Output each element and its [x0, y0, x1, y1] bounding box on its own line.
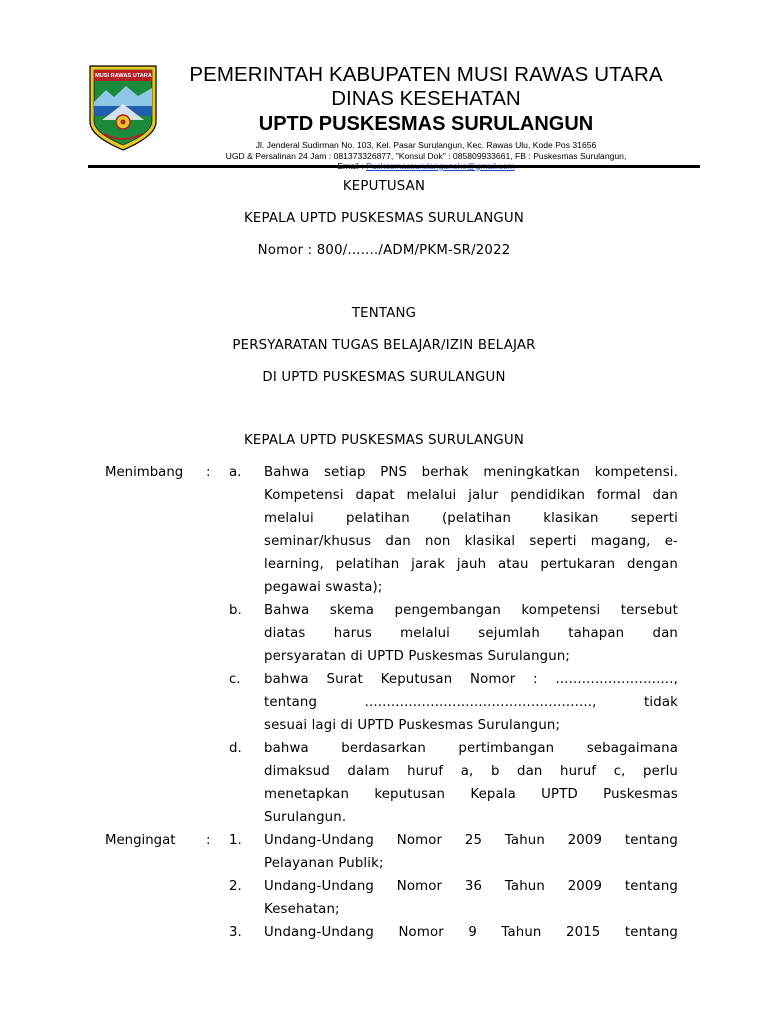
menimbang-label: Menimbang	[105, 465, 184, 480]
address-line: Jl. Jenderal Sudirman No. 103, Kel. Pasar Surulangun, Kec. Rawas Ulu, Kode Pos 31656	[255, 140, 597, 150]
text-line: dimaksud dalam huruf a, b dan huruf c, perlu	[264, 764, 678, 779]
menimbang-item-c	[264, 668, 678, 737]
item-number: c.	[229, 672, 241, 687]
issuer-repeat: KEPALA UPTD PUSKESMAS SURULANGUN	[243, 433, 525, 448]
subject-line-2: DI UPTD PUSKESMAS SURULANGUN	[262, 370, 506, 385]
mengingat-item-1	[264, 829, 678, 875]
subject-line-1: PERSYARATAN TUGAS BELAJAR/IZIN BELAJAR	[232, 338, 536, 353]
item-number: d.	[229, 741, 242, 756]
text-line: diatas harus melalui sejumlah tahapan dan	[264, 626, 678, 641]
item-number: 3.	[229, 925, 242, 940]
logo-text: MUSI RAWAS UTARA	[95, 73, 152, 79]
menimbang-item-d	[264, 737, 678, 829]
text-line: Pelayanan Publik;	[264, 856, 384, 871]
text-line: Surulangun.	[264, 810, 347, 825]
item-number: 1.	[229, 833, 242, 848]
text-line: Kesehatan;	[264, 902, 340, 917]
issuer: KEPALA UPTD PUSKESMAS SURULANGUN	[243, 211, 525, 226]
item-number: 2.	[229, 879, 242, 894]
text-line: Bahwa setiap PNS berhak meningkatkan kompetensi.	[264, 465, 678, 480]
text-line: seminar/khusus dan non klasikal seperti magang, e-	[264, 534, 678, 549]
doc-number: Nomor : 800/......./ADM/PKM-SR/2022	[257, 243, 511, 258]
mengingat-colon: :	[206, 833, 211, 848]
text-line: menetapkan keputusan Kepala UPTD Puskesmas	[264, 787, 678, 802]
letterhead	[160, 62, 692, 172]
text-line: Undang-Undang Nomor 9 Tahun 2015 tentang	[264, 925, 678, 940]
text-line: pegawai swasta);	[264, 580, 383, 595]
text-line: Undang-Undang Nomor 36 Tahun 2009 tentang	[264, 879, 678, 894]
mengingat-item-2	[264, 875, 678, 921]
text-line: Undang-Undang Nomor 25 Tahun 2009 tentang	[264, 833, 678, 848]
menimbang-colon: :	[206, 465, 211, 480]
menimbang-item-a	[264, 461, 678, 599]
text-line: persyaratan di UPTD Puskesmas Surulangun;	[264, 649, 571, 664]
institution-name: UPTD PUSKESMAS SURULANGUN	[258, 113, 594, 135]
text-line: bahwa berdasarkan pertimbangan sebagaimana	[264, 741, 678, 756]
text-line: Kompetensi dapat melalui jalur pendidikan formal dan	[264, 488, 678, 503]
item-number: b.	[229, 603, 242, 618]
text-line: bahwa Surat Keputusan Nomor : ...........................,	[264, 672, 678, 687]
letterhead-divider	[88, 165, 700, 168]
government-name: PEMERINTAH KABUPATEN MUSI RAWAS UTARA	[189, 63, 663, 86]
mengingat-item-3	[264, 921, 678, 944]
tentang-heading: TENTANG	[351, 306, 417, 321]
text-line: tentang ...................................................., tidak	[264, 695, 678, 710]
regency-logo	[88, 64, 158, 152]
text-line: sesuai lagi di UPTD Puskesmas Surulangun;	[264, 718, 561, 733]
doc-type: KEPUTUSAN	[342, 179, 426, 194]
mengingat-label: Mengingat	[105, 833, 176, 848]
text-line: Bahwa skema pengembangan kompetensi tersebut	[264, 603, 678, 618]
text-line: melalui pelatihan (pelatihan klasikan seperti	[264, 511, 678, 526]
contact-line: UGD & Persalinan 24 Jam : 081373326877, "Konsul Dok" : 085809933661, FB : Puskesmas Surulangun,	[225, 150, 627, 161]
menimbang-item-b	[264, 599, 678, 668]
item-number: a.	[229, 465, 242, 480]
department-name: DINAS KESEHATAN	[331, 87, 521, 110]
text-line: learning, pelatihan jarak jauh atau pertukaran dengan	[264, 557, 678, 572]
